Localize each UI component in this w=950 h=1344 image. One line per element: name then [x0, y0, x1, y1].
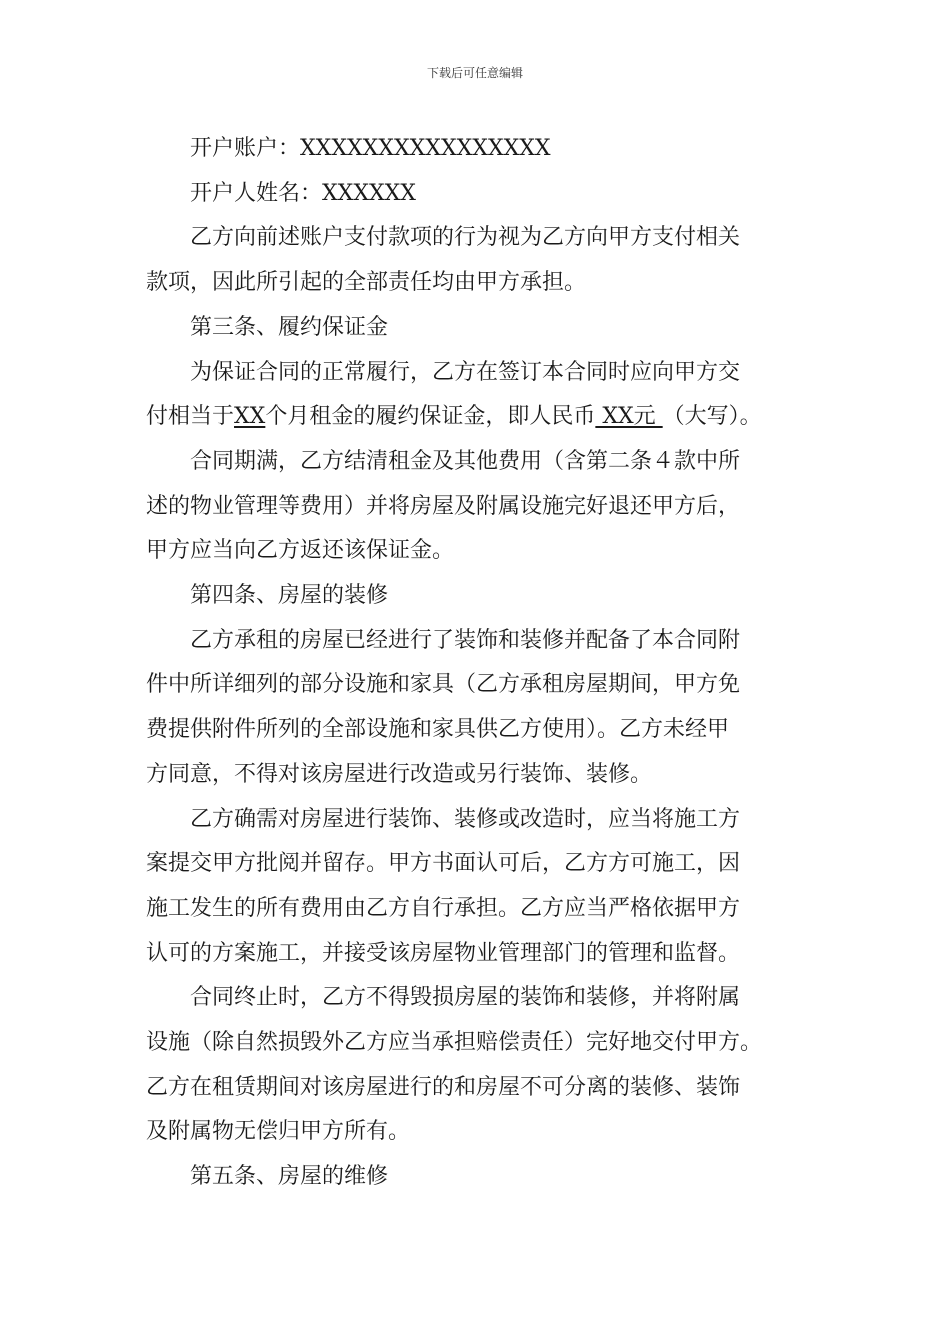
payment-clause-line-2: 款项，因此所引起的全部责任均由甲方承担。	[146, 270, 587, 296]
article-4-para-3-line-1: 合同终止时，乙方不得毁损房屋的装饰和装修，并将附属	[190, 985, 741, 1011]
amount-blank: XX元	[595, 404, 663, 430]
article-4-para-2-line-3: 施工发生的所有费用由乙方自行承担。乙方应当严格依据甲方	[146, 895, 741, 921]
article-4-para-2-line-1: 乙方确需对房屋进行装饰、装修或改造时，应当将施工方	[190, 806, 741, 832]
article-4-para-3-line-3: 乙方在租赁期间对该房屋进行的和房屋不可分离的装修、装饰	[146, 1074, 741, 1100]
article-4-para-1-line-4: 方同意，不得对该房屋进行改造或另行装饰、装修。	[146, 761, 653, 787]
article-3-para-1-line-2	[146, 395, 826, 440]
payment-clause-line-1: 乙方向前述账户支付款项的行为视为乙方向甲方支付相关	[190, 225, 741, 251]
article-3-para-2-line-3: 甲方应当向乙方返还该保证金。	[146, 538, 455, 564]
months-blank: XX	[234, 404, 266, 430]
document-body	[146, 127, 826, 1200]
article-3-para-1-line-1: 为保证合同的正常履行，乙方在签订本合同时应向甲方交	[190, 359, 741, 385]
article-4-para-1-line-1: 乙方承租的房屋已经进行了装饰和装修并配备了本合同附	[190, 627, 741, 653]
text-segment: 付相当于	[146, 404, 235, 430]
text-segment: 个月租金的履约保证金，即人民币	[265, 404, 596, 430]
article-4-para-2-line-4: 认可的方案施工，并接受该房屋物业管理部门的管理和监督。	[146, 940, 741, 966]
article-3-title: 第三条、履约保证金	[190, 314, 389, 340]
text-segment: （大写）。	[662, 404, 762, 430]
article-4-para-1-line-2: 件中所详细列的部分设施和家具（乙方承租房屋期间，甲方免	[146, 672, 741, 698]
account-number-line: 开户账户：XXXXXXXXXXXXXXXX	[190, 136, 551, 161]
article-4-para-1-line-3: 费提供附件所列的全部设施和家具供乙方使用）。乙方未经甲	[146, 717, 730, 743]
page-header: 下载后可任意编辑	[426, 66, 523, 80]
article-4-para-2-line-2: 案提交甲方批阅并留存。甲方书面认可后，乙方方可施工，因	[146, 851, 741, 877]
account-name-line: 开户人姓名：XXXXXX	[190, 180, 416, 206]
article-5-title: 第五条、房屋的维修	[190, 1164, 389, 1190]
article-4-para-3-line-2: 设施（除自然损毁外乙方应当承担赔偿责任）完好地交付甲方。	[146, 1030, 763, 1056]
article-3-para-2-line-1: 合同期满，乙方结清租金及其他费用（含第二条４款中所	[190, 448, 741, 474]
article-3-para-2-line-2: 述的物业管理等费用）并将房屋及附属设施完好退还甲方后，	[146, 493, 741, 519]
article-4-para-3-line-4: 及附属物无偿归甲方所有。	[146, 1119, 411, 1145]
article-4-title: 第四条、房屋的装修	[190, 583, 389, 609]
